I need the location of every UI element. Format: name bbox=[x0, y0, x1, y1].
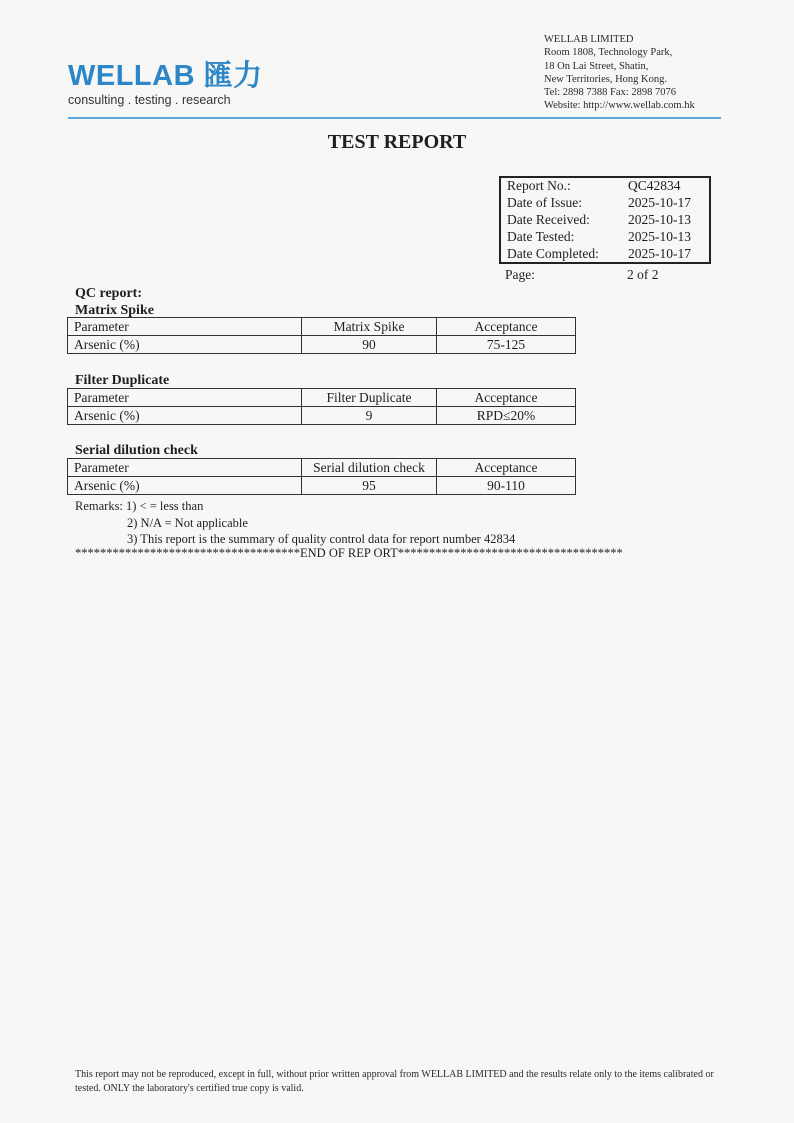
end-of-report-line: ************************************END OF REP ORT************************************ bbox=[75, 546, 623, 560]
logo-tagline: consulting . testing . research bbox=[68, 93, 231, 107]
table-cell: 9 bbox=[302, 407, 437, 425]
contact-phone: Tel: 2898 7388 Fax: 2898 7076 bbox=[544, 87, 676, 99]
page-title: TEST REPORT bbox=[327, 131, 467, 153]
company-name: WELLAB LIMITED bbox=[544, 34, 634, 45]
header-cell: Parameter bbox=[68, 318, 302, 336]
address-line: New Territories, Hong Kong. bbox=[544, 73, 668, 85]
header-cell: Serial dilution check bbox=[302, 459, 437, 477]
table-row bbox=[68, 336, 576, 354]
table-row bbox=[68, 407, 576, 425]
matrix-spike-heading: Matrix Spike bbox=[75, 303, 154, 318]
company-website: Website: http://www.wellab.com.hk bbox=[544, 100, 695, 112]
page-label: Page: bbox=[505, 267, 535, 282]
address-line: 18 On Lai Street, Shatin, bbox=[544, 60, 649, 72]
logo-text: WELLAB 匯力 bbox=[68, 60, 263, 92]
table-cell: 90 bbox=[302, 336, 437, 354]
footer-disclaimer: This report may not be reproduced, except in full, without prior written approval from WELLAB LIMITED and the results relate only to the items calibrated or tested. ONLY the laboratory's certified true copy is valid. bbox=[75, 1069, 714, 1094]
matrix-spike-table bbox=[67, 317, 576, 354]
report-info-box bbox=[499, 176, 711, 264]
info-value: 2025-10-13 bbox=[628, 229, 691, 244]
remark-line: 2) N/A = Not applicable bbox=[127, 515, 248, 530]
header-cell: Acceptance bbox=[437, 389, 576, 407]
table-cell: RPD≤20% bbox=[437, 407, 576, 425]
page-number-row bbox=[505, 267, 715, 283]
info-label: Date of Issue: bbox=[507, 195, 582, 210]
qc-report-heading: QC report: bbox=[75, 286, 142, 301]
header-cell: Filter Duplicate bbox=[302, 389, 437, 407]
header-cell: Acceptance bbox=[437, 318, 576, 336]
header-cell: Parameter bbox=[68, 459, 302, 477]
info-label: Report No.: bbox=[507, 178, 571, 193]
table-row bbox=[68, 477, 576, 495]
header-cell: Parameter bbox=[68, 389, 302, 407]
header-cell: Matrix Spike bbox=[302, 318, 437, 336]
address-line: Room 1808, Technology Park, bbox=[544, 47, 673, 59]
table-cell: 75-125 bbox=[437, 336, 576, 354]
serial-dilution-heading: Serial dilution check bbox=[75, 443, 198, 458]
info-label: Date Completed: bbox=[507, 246, 599, 261]
company-logo bbox=[68, 60, 263, 107]
table-header-row bbox=[68, 318, 576, 336]
table-header-row bbox=[68, 459, 576, 477]
header-divider bbox=[68, 117, 721, 119]
table-cell: 95 bbox=[302, 477, 437, 495]
remark-line: Remarks: 1) < = less than bbox=[75, 499, 204, 513]
table-cell: Arsenic (%) bbox=[68, 407, 302, 425]
info-label: Date Received: bbox=[507, 212, 590, 227]
info-value: 2025-10-17 bbox=[628, 246, 691, 261]
table-cell: Arsenic (%) bbox=[68, 336, 302, 354]
header-cell: Acceptance bbox=[437, 459, 576, 477]
remark-line: 3) This report is the summary of quality control data for report number 42834 bbox=[127, 532, 516, 546]
page-value: 2 of 2 bbox=[627, 267, 659, 282]
info-value: 2025-10-17 bbox=[628, 195, 691, 210]
info-value: 2025-10-13 bbox=[628, 212, 691, 227]
info-value: QC42834 bbox=[628, 178, 681, 193]
filter-duplicate-heading: Filter Duplicate bbox=[75, 373, 170, 388]
table-header-row bbox=[68, 389, 576, 407]
table-cell: Arsenic (%) bbox=[68, 477, 302, 495]
filter-duplicate-table bbox=[67, 388, 576, 425]
remarks bbox=[75, 498, 515, 548]
info-label: Date Tested: bbox=[507, 229, 575, 244]
serial-dilution-table bbox=[67, 458, 576, 495]
company-address bbox=[544, 33, 695, 113]
table-cell: 90-110 bbox=[437, 477, 576, 495]
